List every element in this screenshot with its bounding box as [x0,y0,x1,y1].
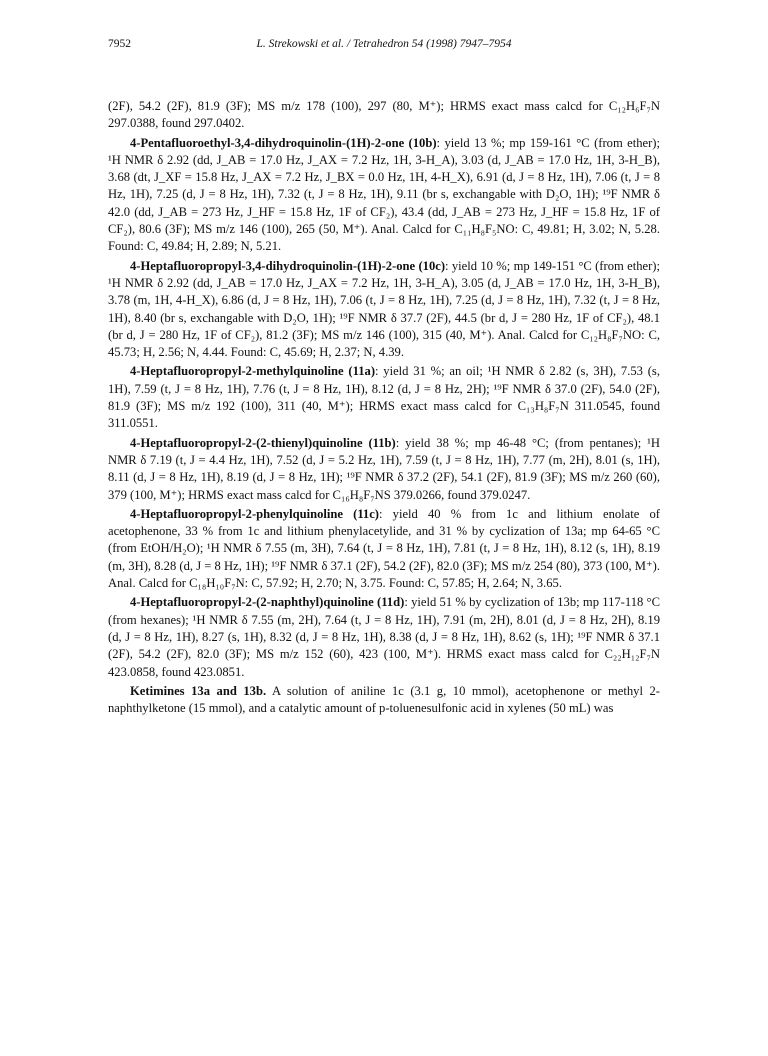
compound-name: 4-Heptafluoropropyl-2-phenylquinoline (11c) [130,506,380,521]
section-heading: Ketimines 13a and 13b. [130,683,267,698]
compound-name: 4-Heptafluoropropyl-2-methylquinoline (11a) [130,364,376,379]
compound-name: 4-Heptafluoropropyl-2-(2-naphthyl)quinoline (11d) [130,595,405,610]
paragraph-text: : yield 13 %; mp 159-161 °C (from ether); ¹H NMR δ 2.92 (dd, J_AB = 17.0 Hz, J_AX = 7.2 Hz, 1H, 3-H_A), 3.03 (d, J_AB = 17.0 Hz, 1H, 3-H_B), 3.68 (dt, J_XF = 15.8 Hz, J_AX = 7.2 Hz, J_BX = 0.0 Hz, 1H, 4-H_X), 6.91 (d, J = 8 Hz, 1H), 7.06 (t, J = 8 Hz, 1H), 7.25 (d, J = 8 Hz, 1H), 7.32 (t, J = 8 Hz, 1H), 9.11 (br s, exchangable with D₂O, 1H); ¹⁹F NMR δ 42.0 (dd, J_AB = 273 Hz, J_HF = 15.8 Hz, 1F of CF₂), 43.4 (dd, J_AB = 273 Hz, J_HF = 15.8 Hz, 1F of CF₂), 80.6 (3F); MS m/z 146 (100), 265 (50, M⁺). Anal. Calcd for C₁₁H₈F₅NO: C, 49.81; H, 3.02; N, 5.28. Found: C, 49.84; H, 2.89; N, 5.21. [108,135,660,254]
compound-name: 4-Heptafluoropropyl-3,4-dihydroquinolin-(1H)-2-one (10c) [130,258,446,273]
paragraph-10b [108,135,660,256]
page-number: 7952 [108,38,131,50]
compound-name: 4-Pentafluoroethyl-3,4-dihydroquinolin-(1H)-2-one (10b) [130,135,437,150]
compound-name: 4-Heptafluoropropyl-2-(2-thienyl)quinoline (11b) [130,435,396,450]
paragraph-11a [108,363,660,432]
paragraph-text: (2F), 54.2 (2F), 81.9 (3F); MS m/z 178 (100), 297 (80, M⁺); HRMS exact mass calcd for C₁₂H₆F₇N 297.0388, found 297.0402. [108,99,660,131]
article-body [108,98,660,719]
paragraph-ketimines [108,683,660,718]
paragraph-11d [108,594,660,680]
paragraph-text: : yield 38 %; mp 46-48 °C; (from pentanes); ¹H NMR δ 7.19 (t, J = 4.4 Hz, 1H), 7.52 (d, J = 5.2 Hz, 1H), 7.59 (t, J = 8 Hz, 1H), 7.77 (m, 2H), 8.01 (s, 1H), 8.11 (d, J = 8 Hz, 1H), 8.19 (d, J = 8 Hz, 1H); ¹⁹F NMR δ 37.2 (2F), 54.1 (2F), 81.9 (3F); MS m/z 260 (60), 379 (100, M⁺); HRMS exact mass calcd for C₁₆H₈F₇NS 379.0266, found 379.0247. [108,435,660,502]
paragraph-11c [108,506,660,592]
paragraph-text: : yield 10 %; mp 149-151 °C (from ether); ¹H NMR δ 2.92 (dd, J_AB = 17.0 Hz, J_AX = 7.2 Hz, 1H, 3-H_A), 3.05 (d, J_AB = 17.0 Hz, 1H, 3-H_B), 3.78 (m, 1H, 4-H_X), 6.86 (d, J = 8 Hz, 1H), 7.06 (t, J = 8 Hz, 1H), 7.25 (d, J = 8 Hz, 1H), 7.32 (t, J = 8 Hz, 1H), 8.40 (br s, exchangable with D₂O, 1H); ¹⁹F NMR δ 37.7 (2F), 44.5 (br d, J = 280 Hz, 1F of CF₂), 48.1 (br d, J = 280 Hz, 1F of CF₂), 81.2 (3F); MS m/z 146 (100), 315 (40, M⁺). Anal. Calcd for C₁₂H₈F₇NO: C, 45.73; H, 2.56; N, 4.44. Found: C, 45.69; H, 2.37; N, 4.39. [108,258,660,360]
paragraph-text: : yield 31 %; an oil; ¹H NMR δ 2.82 (s, 3H), 7.53 (s, 1H), 7.59 (t, J = 8 Hz, 1H), 7.76 (t, J = 8 Hz, 1H), 8.12 (d, J = 8 Hz, 2H); ¹⁹F NMR δ 37.0 (2F), 54.0 (2F), 81.9 (3F); MS m/z 192 (100), 311 (40, M⁺); HRMS exact mass calcd for C₁₃H₈F₇N 311.0545, found 311.0551. [108,364,660,431]
running-head: L. Strekowski et al. / Tetrahedron 54 (1998) 7947–7954 [256,38,512,50]
paragraph-11b [108,435,660,504]
paragraph-text: : yield 40 % from 1c and lithium enolate of acetophenone, 33 % from 1c and lithium phenylacetylide, and 31 % by cyclization of 13a; mp 64-65 °C (from EtOH/H₂O); ¹H NMR δ 7.55 (m, 3H), 7.64 (t, J = 8 Hz, 1H), 7.81 (t, J = 8 Hz, 1H), 8.12 (s, 1H), 8.19 (m, 3H), 8.28 (d, J = 8 Hz, 1H); ¹⁹F NMR δ 37.1 (2F), 54.2 (2F), 82.0 (3F); MS m/z 254 (80), 373 (100, M⁺). Anal. Calcd for C₁₈H₁₀F₇N: C, 57.92; H, 2.70; N, 3.75. Found: C, 57.85; H, 2.64; N, 3.65. [108,506,661,591]
paragraph-continuation [108,98,660,133]
paragraph-text: : yield 51 % by cyclization of 13b; mp 117-118 °C (from hexanes); ¹H NMR δ 7.55 (m, 2H), 7.64 (t, J = 8 Hz, 1H), 7.91 (m, 2H), 8.01 (d, J = 8 Hz, 2H), 8.19 (d, J = 8 Hz, 1H), 8.27 (s, 1H), 8.32 (d, J = 8 Hz, 1H), 8.38 (d, J = 8 Hz, 1H), 8.62 (s, 1H); ¹⁹F NMR δ 37.1 (2F), 54.2 (2F), 82.0 (3F); MS m/z 152 (60), 423 (100, M⁺). HRMS exact mass calcd for C₂₂H₁₂F₇N 423.0858, found 423.0851. [108,595,660,679]
paragraph-text: A solution of aniline 1c (3.1 g, 10 mmol), acetophenone or methyl 2-naphthylketone (15 mmol), and a catalytic amount of p-toluenesulfonic acid in xylenes (50 mL) was [108,683,661,716]
paragraph-10c [108,258,660,362]
